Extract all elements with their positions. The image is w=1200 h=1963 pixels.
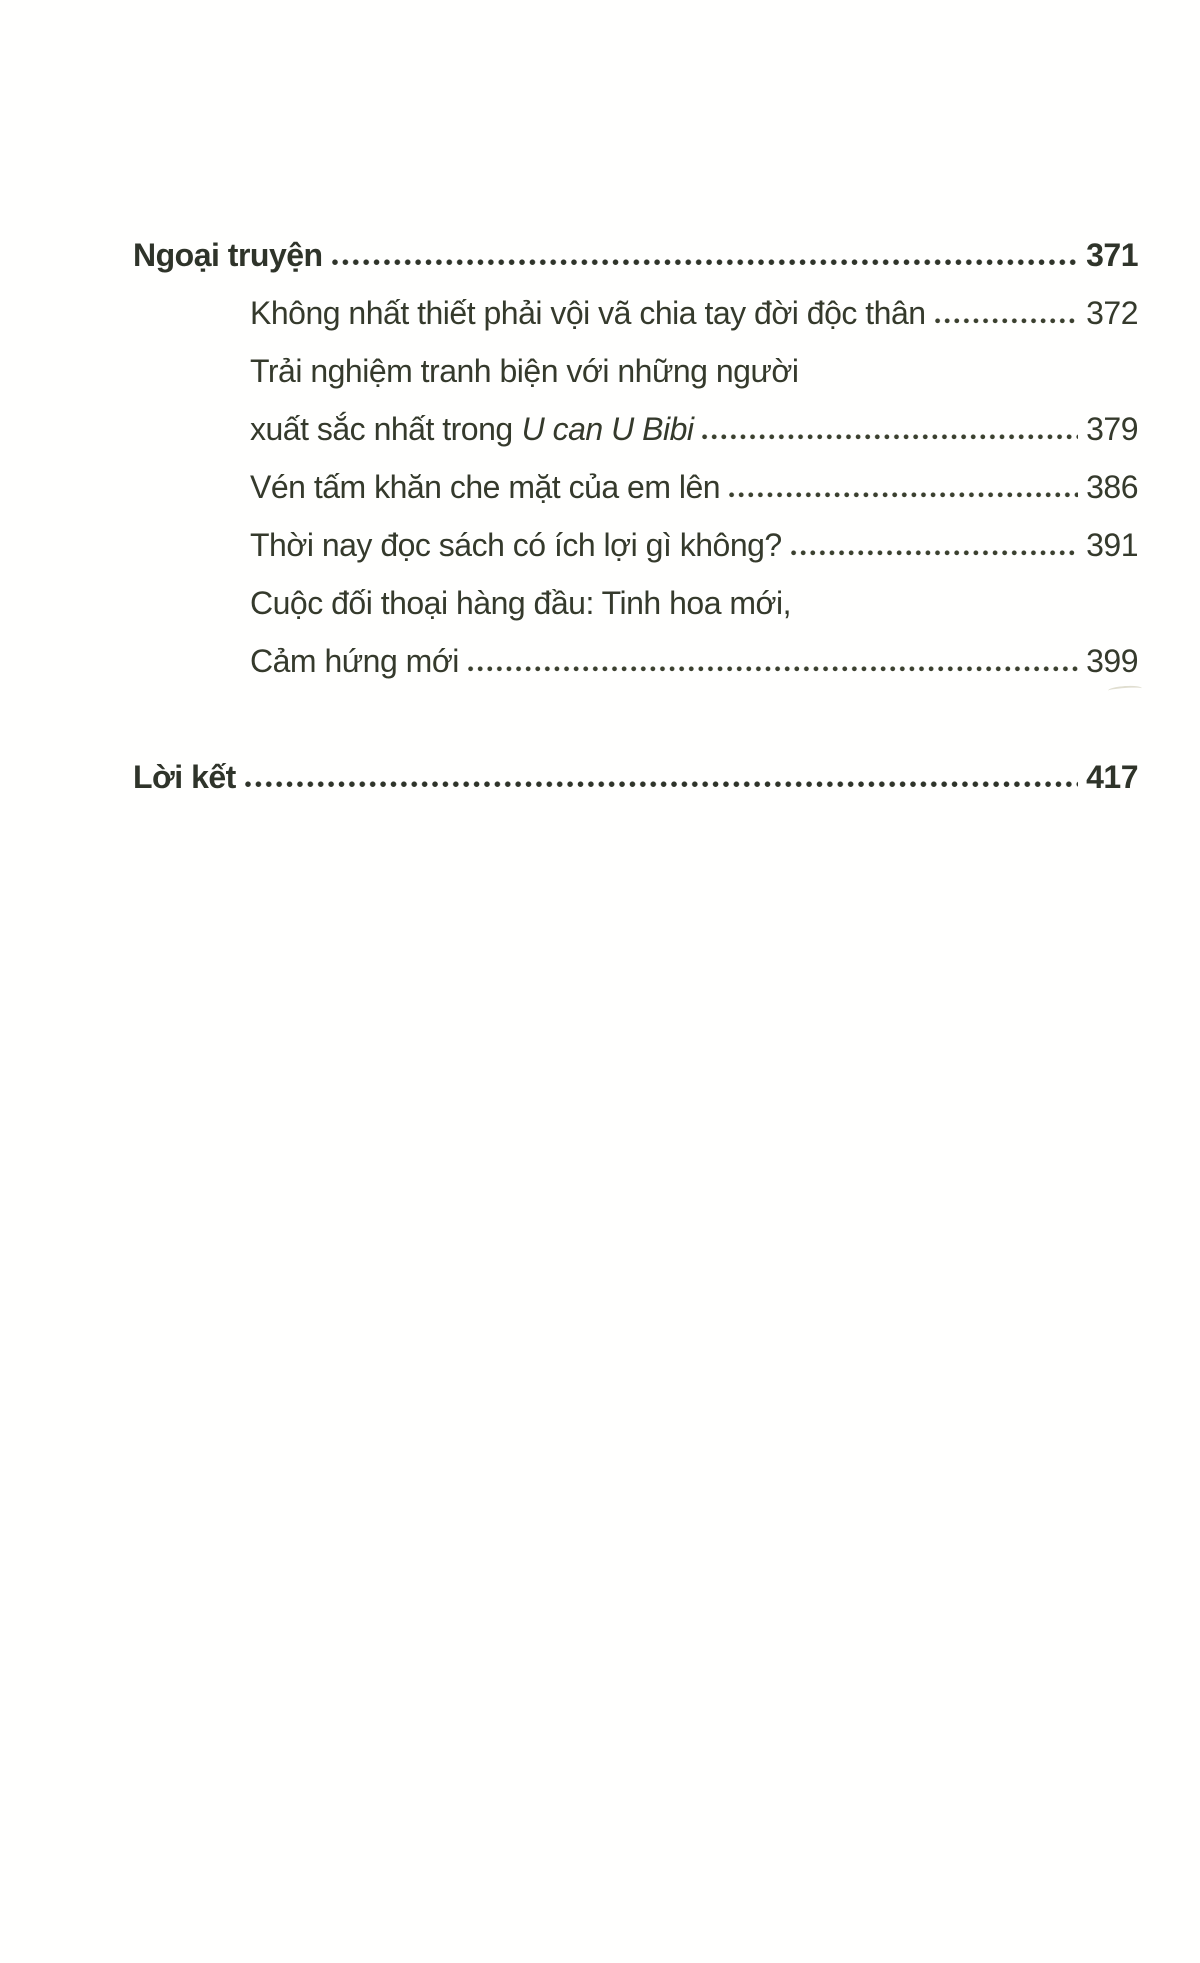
entry-title: Vén tấm khăn che mặt của em lên [250, 469, 721, 505]
toc-entry-continuation [250, 574, 1138, 632]
dotted-leader [935, 317, 1079, 324]
dotted-leader [702, 433, 1078, 440]
toc-entry [250, 458, 1138, 516]
entry-title: Thời nay đọc sách có ích lợi gì không? [250, 527, 782, 563]
toc-entry [250, 284, 1138, 342]
dotted-leader [245, 780, 1078, 788]
toc-entry-continuation [250, 342, 1138, 400]
page-number: 379 [1086, 411, 1138, 447]
toc-entry [250, 400, 1138, 458]
entry-title: Trải nghiệm tranh biện với những người [250, 353, 799, 389]
page-number: 386 [1086, 469, 1138, 505]
entry-title: xuất sắc nhất trong [250, 411, 513, 447]
page-number: 399 [1086, 643, 1138, 679]
entry-title: Cuộc đối thoại hàng đầu: Tinh hoa mới, [250, 585, 792, 621]
toc-entry [250, 632, 1138, 690]
entry-title: Không nhất thiết phải vội vã chia tay đời độc thân [250, 295, 926, 331]
entry-title-italic: U can U Bibi [521, 411, 694, 447]
dotted-leader [791, 549, 1078, 556]
page-number: 372 [1086, 295, 1138, 331]
dotted-leader [468, 665, 1078, 672]
entry-title: Cảm hứng mới [250, 643, 459, 679]
section-title: Lời kết [133, 759, 236, 795]
toc-section-footer [133, 748, 1138, 806]
page-number: 417 [1086, 759, 1138, 795]
dotted-leader [332, 258, 1079, 266]
page-number: 391 [1086, 527, 1138, 563]
section-title: Ngoại truyện [133, 237, 323, 273]
toc-section-header [133, 226, 1138, 284]
toc-entry [250, 516, 1138, 574]
dotted-leader [729, 491, 1078, 498]
page-number: 371 [1086, 237, 1138, 273]
